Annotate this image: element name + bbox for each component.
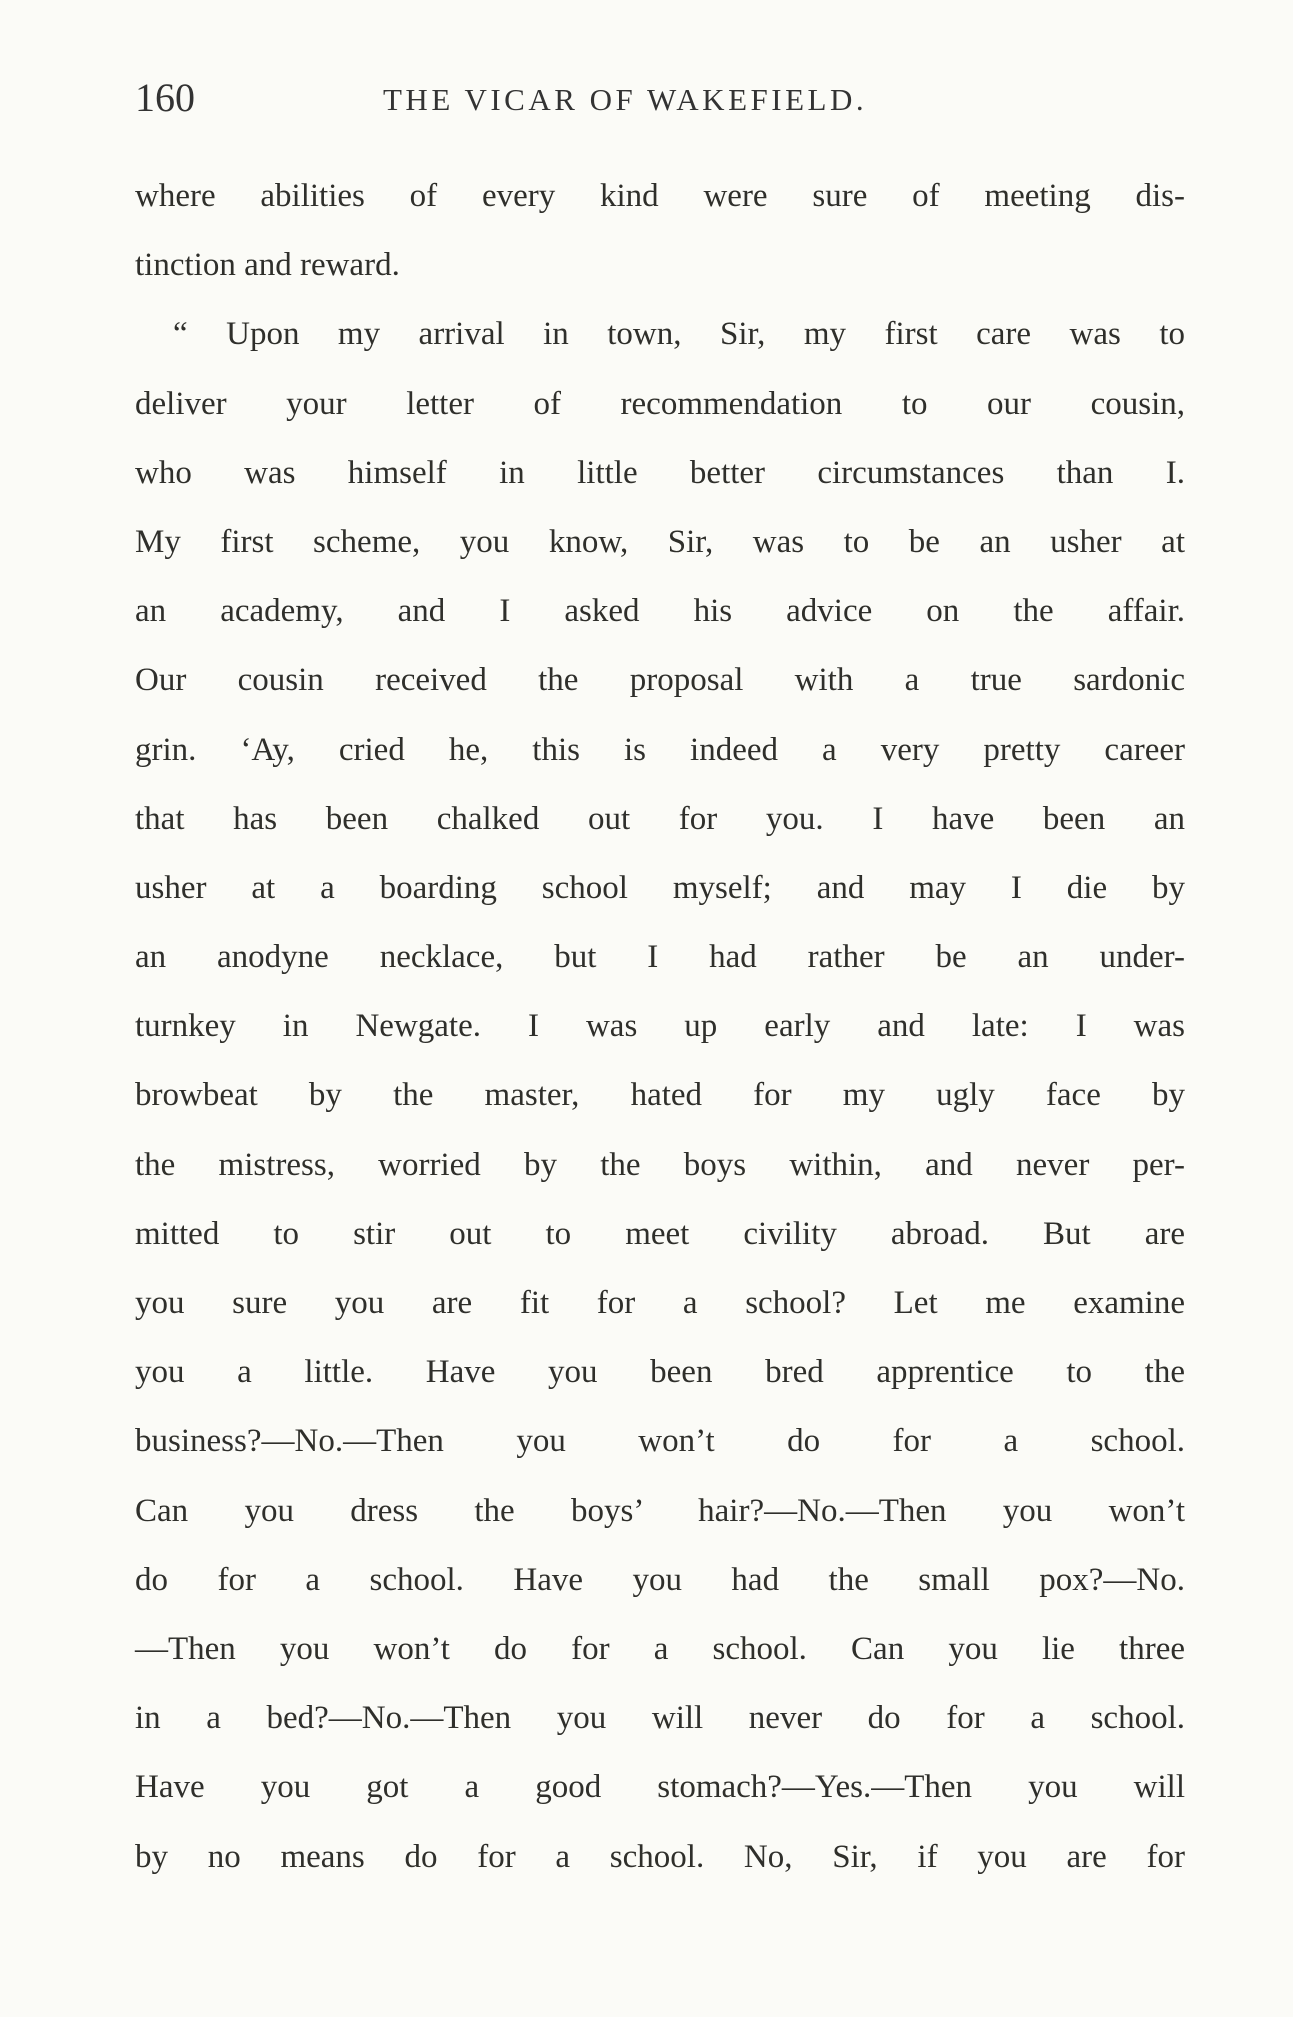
text-line: —Then you won’t do for a school. Can you lie three [135, 1630, 1185, 1667]
text-line: Can you dress the boys’ hair?—No.—Then you won’t [135, 1492, 1185, 1529]
text-line: Our cousin received the proposal with a true sardonic [135, 662, 1185, 699]
text-line: the mistress, worried by the boys within, and never per- [135, 1146, 1185, 1183]
text-line: who was himself in little better circumstances than I. [135, 454, 1185, 491]
text-line: mitted to stir out to meet civility abroad. But are [135, 1215, 1185, 1252]
text-line: that has been chalked out for you. I have been an [135, 800, 1185, 837]
text-line: by no means do for a school. No, Sir, if you are for [135, 1838, 1185, 1875]
text-line: do for a school. Have you had the small pox?—No. [135, 1561, 1185, 1598]
text-line: My first scheme, you know, Sir, was to be an usher at [135, 523, 1185, 560]
page-number: 160 [135, 75, 195, 120]
text-line: business?—No.—Then you won’t do for a school. [135, 1423, 1185, 1460]
text-line: Have you got a good stomach?—Yes.—Then you will [135, 1769, 1185, 1806]
text-line: you sure you are fit for a school? Let me examine [135, 1285, 1185, 1321]
text-line: “ Upon my arrival in town, Sir, my first care was to [173, 316, 1185, 353]
book-title: THE VICAR OF WAKEFIELD. [383, 82, 868, 117]
text-line: usher at a boarding school myself; and may I die by [135, 869, 1185, 906]
text-line: grin. ‘Ay, cried he, this is indeed a very pretty career [135, 731, 1185, 768]
running-head [135, 74, 1185, 134]
text-line: turnkey in Newgate. I was up early and late: I was [135, 1008, 1185, 1045]
body-text [135, 162, 1185, 1892]
text-line: an anodyne necklace, but I had rather be an under- [135, 939, 1185, 976]
text-line: you a little. Have you been bred apprentice to the [135, 1354, 1185, 1391]
text-line: deliver your letter of recommendation to our cousin, [135, 385, 1185, 422]
text-line: where abilities of every kind were sure of meeting dis- [135, 178, 1185, 214]
text-line: an academy, and I asked his advice on the affair. [135, 593, 1185, 630]
text-line: browbeat by the master, hated for my ugly face by [135, 1077, 1185, 1114]
text-line: in a bed?—No.—Then you will never do for a school. [135, 1700, 1185, 1737]
text-line: tinction and reward. [135, 247, 400, 284]
